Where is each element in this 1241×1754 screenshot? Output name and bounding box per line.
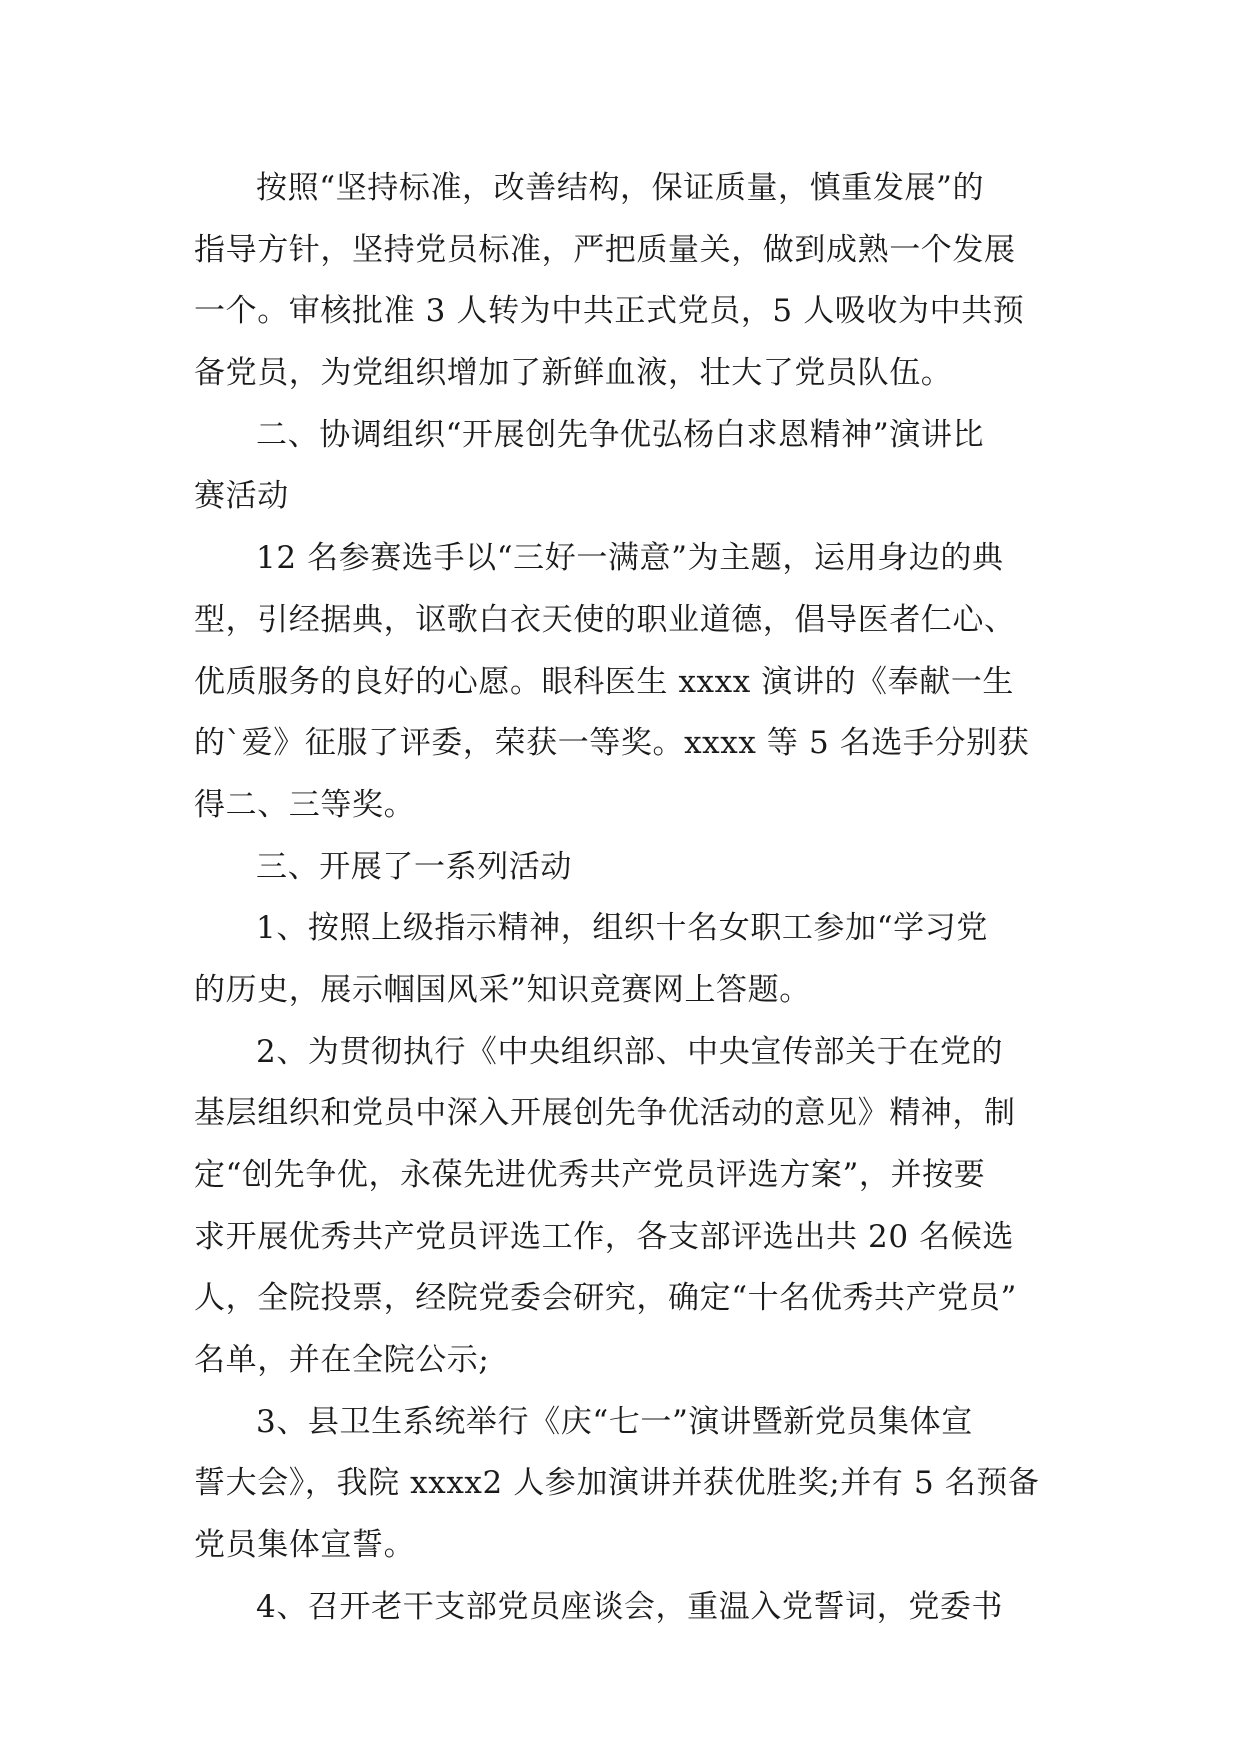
text-line: 的`爱》征服了评委，荣获一等奖。xxxx 等 5 名选手分别获 [194, 725, 1030, 762]
text-line: 型，引经据典，讴歌白衣天使的职业道德，倡导医者仁心、 [194, 601, 1016, 638]
document-body [194, 158, 1054, 1639]
text-line: 优质服务的良好的心愿。眼科医生 xxxx 演讲的《奉献一生 [194, 663, 1015, 700]
text-line: 4、召开老干支部党员座谈会，重温入党誓词，党委书 [256, 1588, 1004, 1625]
text-line: 一个。审核批准 3 人转为中共正式党员，5 人吸收为中共预 [194, 293, 1025, 330]
text-line: 1、按照上级指示精神，组织十名女职工参加“学习党 [256, 910, 988, 947]
text-line: 按照“坚持标准，改善结构，保证质量，慎重发展”的 [256, 170, 985, 206]
text-line: 得二、三等奖。 [194, 786, 416, 823]
text-line: 指导方针，坚持党员标准，严把质量关，做到成熟一个发展 [194, 231, 1016, 268]
text-line: 的历史，展示帼国风采”知识竞赛网上答题。 [194, 971, 811, 1008]
text-line: 2、为贯彻执行《中央组织部、中央宣传部关于在党的 [256, 1033, 1004, 1070]
text-line: 求开展优秀共产党员评选工作，各支部评选出共 20 名候选 [194, 1218, 1014, 1255]
text-line: 誓大会》，我院 xxxx2 人参加演讲并获优胜奖;并有 5 名预备 [194, 1465, 1040, 1502]
text-line: 名单，并在全院公示; [194, 1342, 490, 1379]
text-line: 三、开展了一系列活动 [256, 848, 572, 885]
text-line: 党员集体宣誓。 [194, 1527, 416, 1564]
text-line: 12 名参赛选手以“三好一满意”为主题，运用身边的典 [256, 540, 1004, 577]
text-line: 3、县卫生系统举行《庆“七一”演讲暨新党员集体宣 [256, 1403, 973, 1440]
text-line: 人，全院投票，经院党委会研究，确定“十名优秀共产党员” [194, 1280, 1017, 1317]
text-line: 定“创先争优，永葆先进优秀共产党员评选方案”，并按要 [194, 1157, 986, 1193]
text-line: 备党员，为党组织增加了新鲜血液，壮大了党员队伍。 [194, 355, 953, 392]
text-line: 赛活动 [194, 478, 289, 515]
text-line: 二、协调组织“开展创先争优弘杨白求恩精神”演讲比 [256, 416, 985, 453]
text-line: 基层组织和党员中深入开展创先争优活动的意见》精神，制 [194, 1095, 1016, 1132]
